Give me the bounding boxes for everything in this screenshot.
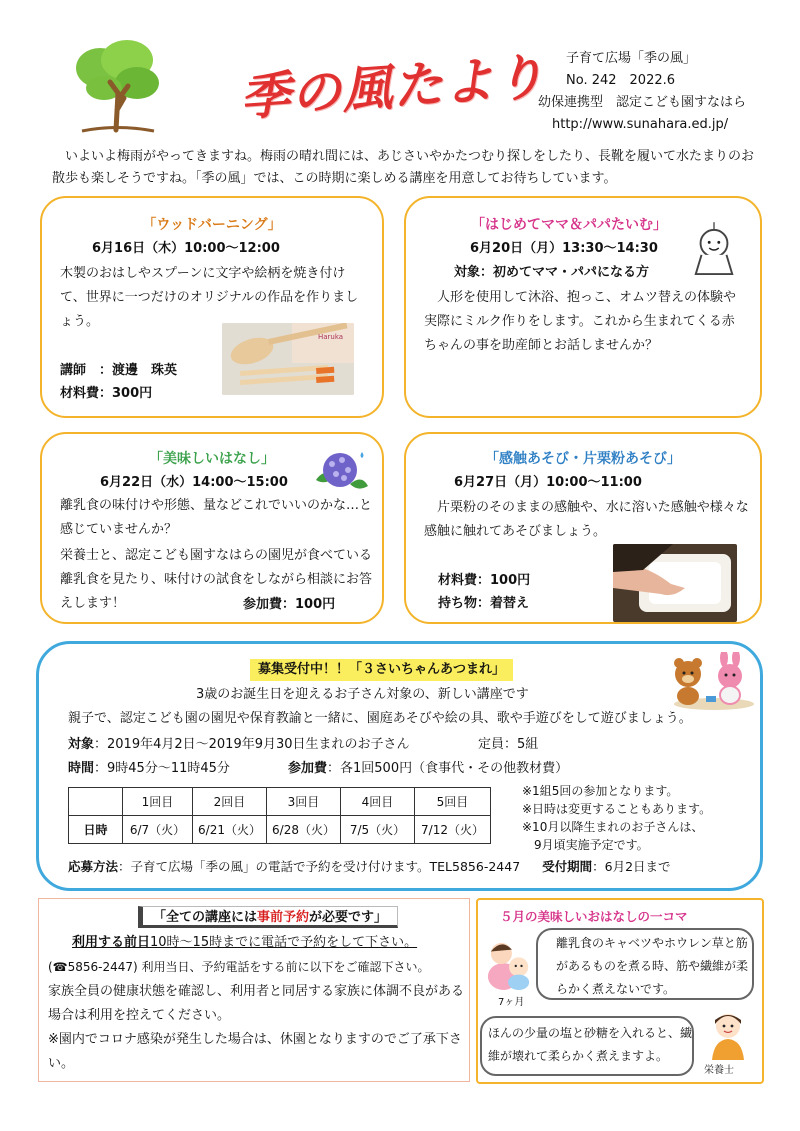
table-row [69, 816, 491, 844]
time-label: 時間 [68, 761, 95, 776]
target-label: 対象 [68, 737, 95, 752]
recruit-capacity: 定員：5組 [478, 737, 539, 752]
tag-a: 「全ての講座には [153, 910, 258, 925]
table-header-cell: 2回目 [193, 788, 267, 816]
header-info [538, 48, 780, 136]
photo-lettering: Haruka [318, 333, 344, 341]
time-value: ：9時45分～11時45分 [94, 761, 230, 776]
recruit-target [68, 734, 410, 756]
mama-title: 「はじめてママ＆パパたいむ」 [471, 217, 667, 233]
wood-instructor: 講師 ：渡邊 珠英 [60, 363, 178, 378]
reserve-line [72, 932, 417, 954]
table-corner-cell [69, 788, 123, 816]
recruit-note: ※1組5回の参加となります。 [522, 784, 679, 798]
touch-fee: 材料費：100円 [438, 573, 531, 588]
touch-photo [613, 544, 737, 622]
bubble2-text: ほんの少量の塩と砂糖を入れると、繊維が壊れて柔らかく煮えますよ。 [488, 1026, 693, 1063]
taste-fee: 参加費：100円 [243, 597, 336, 612]
reservation-tag [138, 906, 398, 928]
table-date-cell: 6/28（火） [267, 816, 341, 844]
intro-text: いよいよ梅雨がやってきますね。梅雨の晴れ間には、あじさいやかたつむり探しをしたり、長靴を履いて水たまりのお散歩も楽しそうですね。「季の風」では、この時期に楽しめる講座を用意してお待ちしています。 [52, 149, 755, 186]
bear-rabbit-illustration [666, 652, 756, 712]
hydrangea-icon [310, 446, 370, 494]
taste-body2: 栄養士と、認定こども園すなはらの園児が食べている離乳食を見たり、味付けの試食をしながら相談にお答えします！ [60, 548, 373, 611]
nutritionist-label: 栄養士 [704, 1065, 734, 1076]
table-header-cell: 3回目 [267, 788, 341, 816]
reserve-line-a: 利用する前日 [72, 935, 151, 950]
period-value: ：6月2日まで [592, 859, 671, 874]
recruit-apply [68, 856, 671, 878]
recruit-line2: 親子で、認定こども園の園児や保育教諭と一緒に、園庭あそびや絵の具、歌や手遊びをして遊びましょう。 [68, 711, 692, 726]
reserve-line-b: 10時～15時までに電話で予約をして下さい。 [150, 935, 418, 950]
recruit-note: ※10月以降生まれのお子さんは、 [522, 820, 704, 834]
reserve-tel: (☎5856-2447) 利用当日、予約電話をする前に以下をご確認下さい。 [48, 960, 430, 974]
mama-body: 人形を使用して沐浴、抱っこ、オムツ替えの体験や実際にミルク作りをします。これから生まれてくる赤ちゃんの事を助産師とお話しませんか？ [424, 290, 737, 353]
baby-age: 7ヶ月 [498, 997, 525, 1008]
tag-b: が必要です」 [309, 910, 388, 925]
newsletter-title: 季の風たより [238, 46, 548, 127]
wood-photo [222, 323, 354, 395]
column-title: ５月の美味しいおはなしの一コマ [500, 909, 688, 924]
table-header-cell: 1回目 [123, 788, 193, 816]
spoon-chopsticks-image [222, 323, 354, 395]
school-name: 幼保連携型 認定こども園すなはら [538, 95, 747, 110]
taste-title: 「美味しいはなし」 [149, 451, 275, 467]
teru-teru-bozu-icon [690, 222, 738, 280]
table-row-label: 日時 [69, 816, 123, 844]
wood-body: 木製のおはしやスプーンに文字や絵柄を焼き付けて、世界に一つだけのオリジナルの作品を作りましょう。 [60, 266, 359, 329]
table-date-cell: 6/7（火） [123, 816, 193, 844]
schedule-table [68, 787, 491, 844]
target-value: ：2019年4月2日～2019年9月30日生まれのお子さん [94, 737, 410, 752]
table-date-cell: 6/21（火） [193, 816, 267, 844]
recruit-time [68, 758, 230, 780]
recruit-fee [288, 758, 568, 780]
nutritionist-illustration [706, 1010, 750, 1062]
table-header-cell: 5回目 [415, 788, 491, 816]
table-header-cell: 4回目 [341, 788, 415, 816]
apply-value: ：子育て広場「季の風」の電話で予約を受け付けます。TEL5856-2447 [118, 859, 521, 874]
org-name: 子育て広場「季の風」 [566, 51, 697, 66]
website-url[interactable]: http://www.sunahara.ed.jp/ [552, 117, 729, 132]
mother-baby-illustration [486, 938, 534, 992]
table-row [69, 788, 491, 816]
table-date-cell: 7/5（火） [341, 816, 415, 844]
issue-number: No. 242 2022.6 [566, 73, 676, 88]
mama-target: 対象：初めてママ・パパになる方 [454, 265, 650, 280]
recruit-banner: 募集受付中！！「３さいちゃんあつまれ」 [250, 659, 513, 681]
recruit-line1: 3歳のお誕生日を迎えるお子さん対象の、新しい講座です [196, 687, 529, 702]
tree-illustration [72, 38, 162, 136]
period-label: 受付期間 [542, 859, 593, 874]
reserve-covid: ※園内でコロナ感染が発生した場合は、休園となりますのでご了承下さい。 [48, 1032, 462, 1071]
bubble1-text: 離乳食のキャベツやホウレン草と筋があるものを煮る時、筋や繊維が柔らかく煮えないです。 [556, 936, 749, 996]
tag-red: 事前予約 [257, 910, 310, 925]
touch-body: 片栗粉のそのままの感触や、水に溶いた感触や様々な感触に触れてあそびましょう。 [424, 500, 749, 539]
taste-body1: 離乳食の味付けや形態、量などこれでいいのかな…と感じていませんか？ [60, 498, 373, 537]
fee-label: 参加費 [288, 761, 328, 776]
wood-fee: 材料費：300円 [60, 386, 153, 401]
taste-date: 6月22日（水）14:00～15:00 [100, 475, 288, 490]
recruit-note: 9月頃実施予定です。 [522, 838, 649, 852]
table-date-cell: 7/12（火） [415, 816, 491, 844]
touch-date: 6月27日（月）10:00～11:00 [454, 475, 642, 490]
wood-title: 「ウッドバーニング」 [142, 217, 282, 233]
recruit-note: ※日時は変更することもあります。 [522, 802, 712, 816]
wood-date: 6月16日（木）10:00～12:00 [92, 241, 280, 256]
touch-bring: 持ち物：着替え [438, 596, 530, 611]
apply-label: 応募方法 [68, 859, 119, 874]
touch-title: 「感触あそび・片栗粉あそび」 [485, 451, 681, 467]
mama-date: 6月20日（月）13:30～14:30 [470, 241, 658, 256]
starch-play-image [613, 544, 737, 622]
reserve-body: 家族全員の健康状態を確認し、利用者と同居する家族に体調不良がある場合は利用を控えてください。 [48, 984, 465, 1023]
fee-value: ：各1回500円（食事代・その他教材費） [327, 761, 569, 776]
